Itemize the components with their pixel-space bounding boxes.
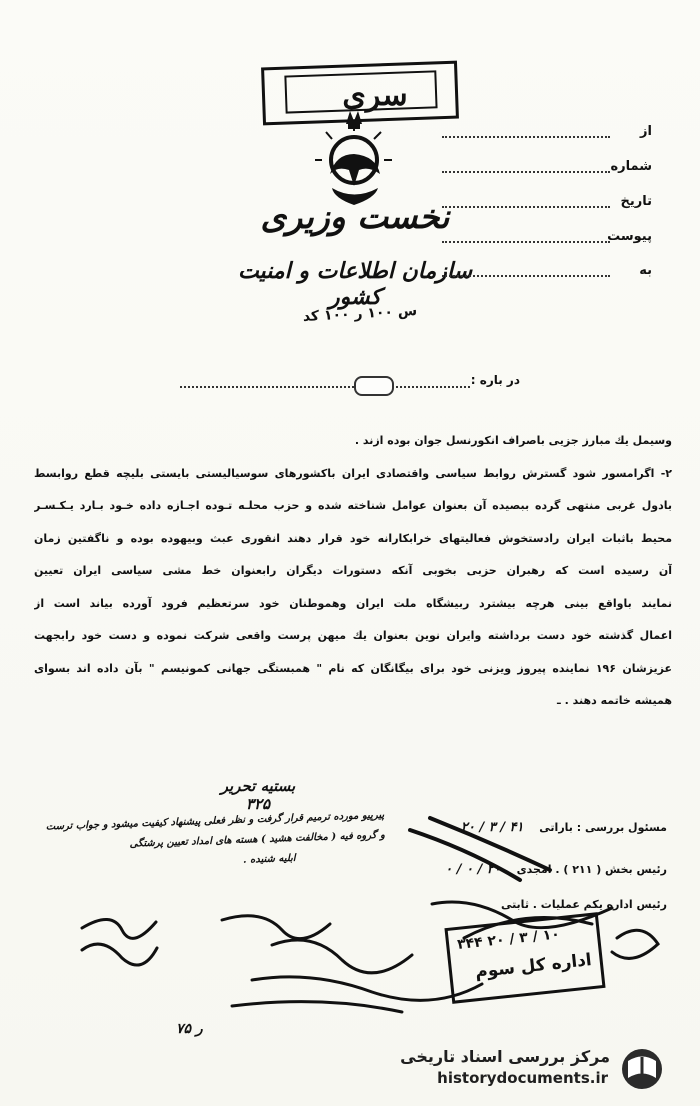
body-line: ۲- اگرامسور شود گسترش روابط سیاسی واقتصادی ایران باکشورهای سوسیالیستی بایستی بلیچه قطع روابسط (34, 466, 672, 480)
diagonal-signature-icon (390, 810, 590, 890)
watermark (400, 1045, 666, 1093)
receipt-stamp-label: اداره کل سوم (474, 950, 593, 983)
body-line: اعمال گذشته خود دست برداشته وایران نوین بعنوان یك میهن پرست واقعی شرکت نموده و دست خود رابجهت (34, 629, 672, 642)
subject-dotted-line (180, 386, 470, 388)
footer-note: ۷۵ ر (176, 1021, 203, 1037)
body-line: همیشه خاتمه دهند . ـ (557, 694, 672, 707)
reference-code: س ۱۰۰ ر ۱۰۰ کد (302, 303, 418, 325)
organization-title: نخست وزیری (260, 197, 450, 236)
handwritten-line: ابلیه شنیده . (242, 852, 296, 866)
body-line: نمایند باواقع بینی هرچه بیشترد ربیشگاه ملت ایران وهموطنان خود سرتعظیم فرود آورده بیاند است از (34, 596, 672, 610)
signatory-text: مسئول بررسی : باراتی (539, 821, 667, 834)
archive-logo-icon (618, 1047, 666, 1091)
field-label: به (639, 263, 652, 278)
field-dotted-line (442, 206, 610, 208)
body-line: وسیمل یك مبارز جزیی باصراف انکورنسل جوان بوده ازند . (354, 434, 672, 447)
body-line: آن رسیده است که رهبران حزبی بخوبی آنکه دستورات دیگران رابعنوان خط مشی سیاسی ایران تعیین (34, 564, 672, 577)
watermark-url: historydocuments.ir (437, 1069, 608, 1087)
watermark-title: مرکز بررسی اسناد تاریخی (400, 1047, 610, 1066)
signatory-date: ۴۱ / ۳ / ۲۰ (460, 820, 524, 835)
field-from (442, 124, 652, 144)
field-label: از (640, 124, 652, 139)
handwritten-note (29, 806, 386, 878)
signatory-text: رئیس بخش ( ۲۱۱ ) . امجدی (516, 863, 667, 876)
department-title: سازمان اطلاعات و امنیت کشور (237, 258, 473, 310)
field-dotted-line (442, 136, 610, 138)
receipt-stamp-number: ۳۴۴ ۲۰ / ۳ / ۱۰ (456, 926, 561, 953)
body-line: محیط باثبات ایران رادستخوش فعالیتهای خرابکارانه خود قرار دهند انقوری عبث وبیهوده بوده و ناگفتین زمان (34, 531, 672, 545)
field-to (442, 263, 652, 283)
field-label: پیوست (607, 229, 652, 244)
field-dotted-line (442, 241, 610, 243)
signature-scribbles-icon (72, 900, 672, 1040)
signatory-date: ۲۰ / ۰ / ۰ (445, 862, 501, 877)
field-attachment (442, 229, 652, 249)
field-date (442, 194, 652, 214)
body-line: بادول غربی منتهی گرده ببصیده آن بعنوان عوامل شناخته شده و حزب محلـه تـوده اجـازه داده خـود بـارد یـکـسـر (34, 499, 672, 512)
handwritten-note-title: بستیه تحریر ۳۲۵ (220, 777, 296, 813)
handwritten-line: و گروه فیه ( مخالفت هشید ) هسته های امداد تعیین پرشتگی (129, 829, 386, 850)
subject-line (180, 373, 520, 397)
subject-label: در باره : (470, 373, 520, 387)
body-line: عزیزشان ۱۹۶ نماینده پیروز ویزنی خود برای بیگانگان که نام " همبستگی جهانی کمونیسم " بآن داده اند بسوای (34, 661, 672, 675)
subject-marker (354, 376, 394, 396)
handwritten-line: پیرپیو مورده ترمیم قرار گرفت و نظر فعلی پیشنهاد کیفیت میشود و جواب ترست (45, 809, 385, 833)
classification-stamp: سری (342, 78, 408, 113)
field-label: تاریخ (620, 194, 652, 209)
field-number (442, 159, 652, 179)
field-dotted-line (442, 171, 610, 173)
signatory-text: رئیس اداره یکم عملیات . ثابتی (500, 898, 667, 911)
field-label: شماره (610, 159, 652, 174)
field-dotted-line (442, 275, 610, 277)
letter-body (34, 425, 672, 718)
